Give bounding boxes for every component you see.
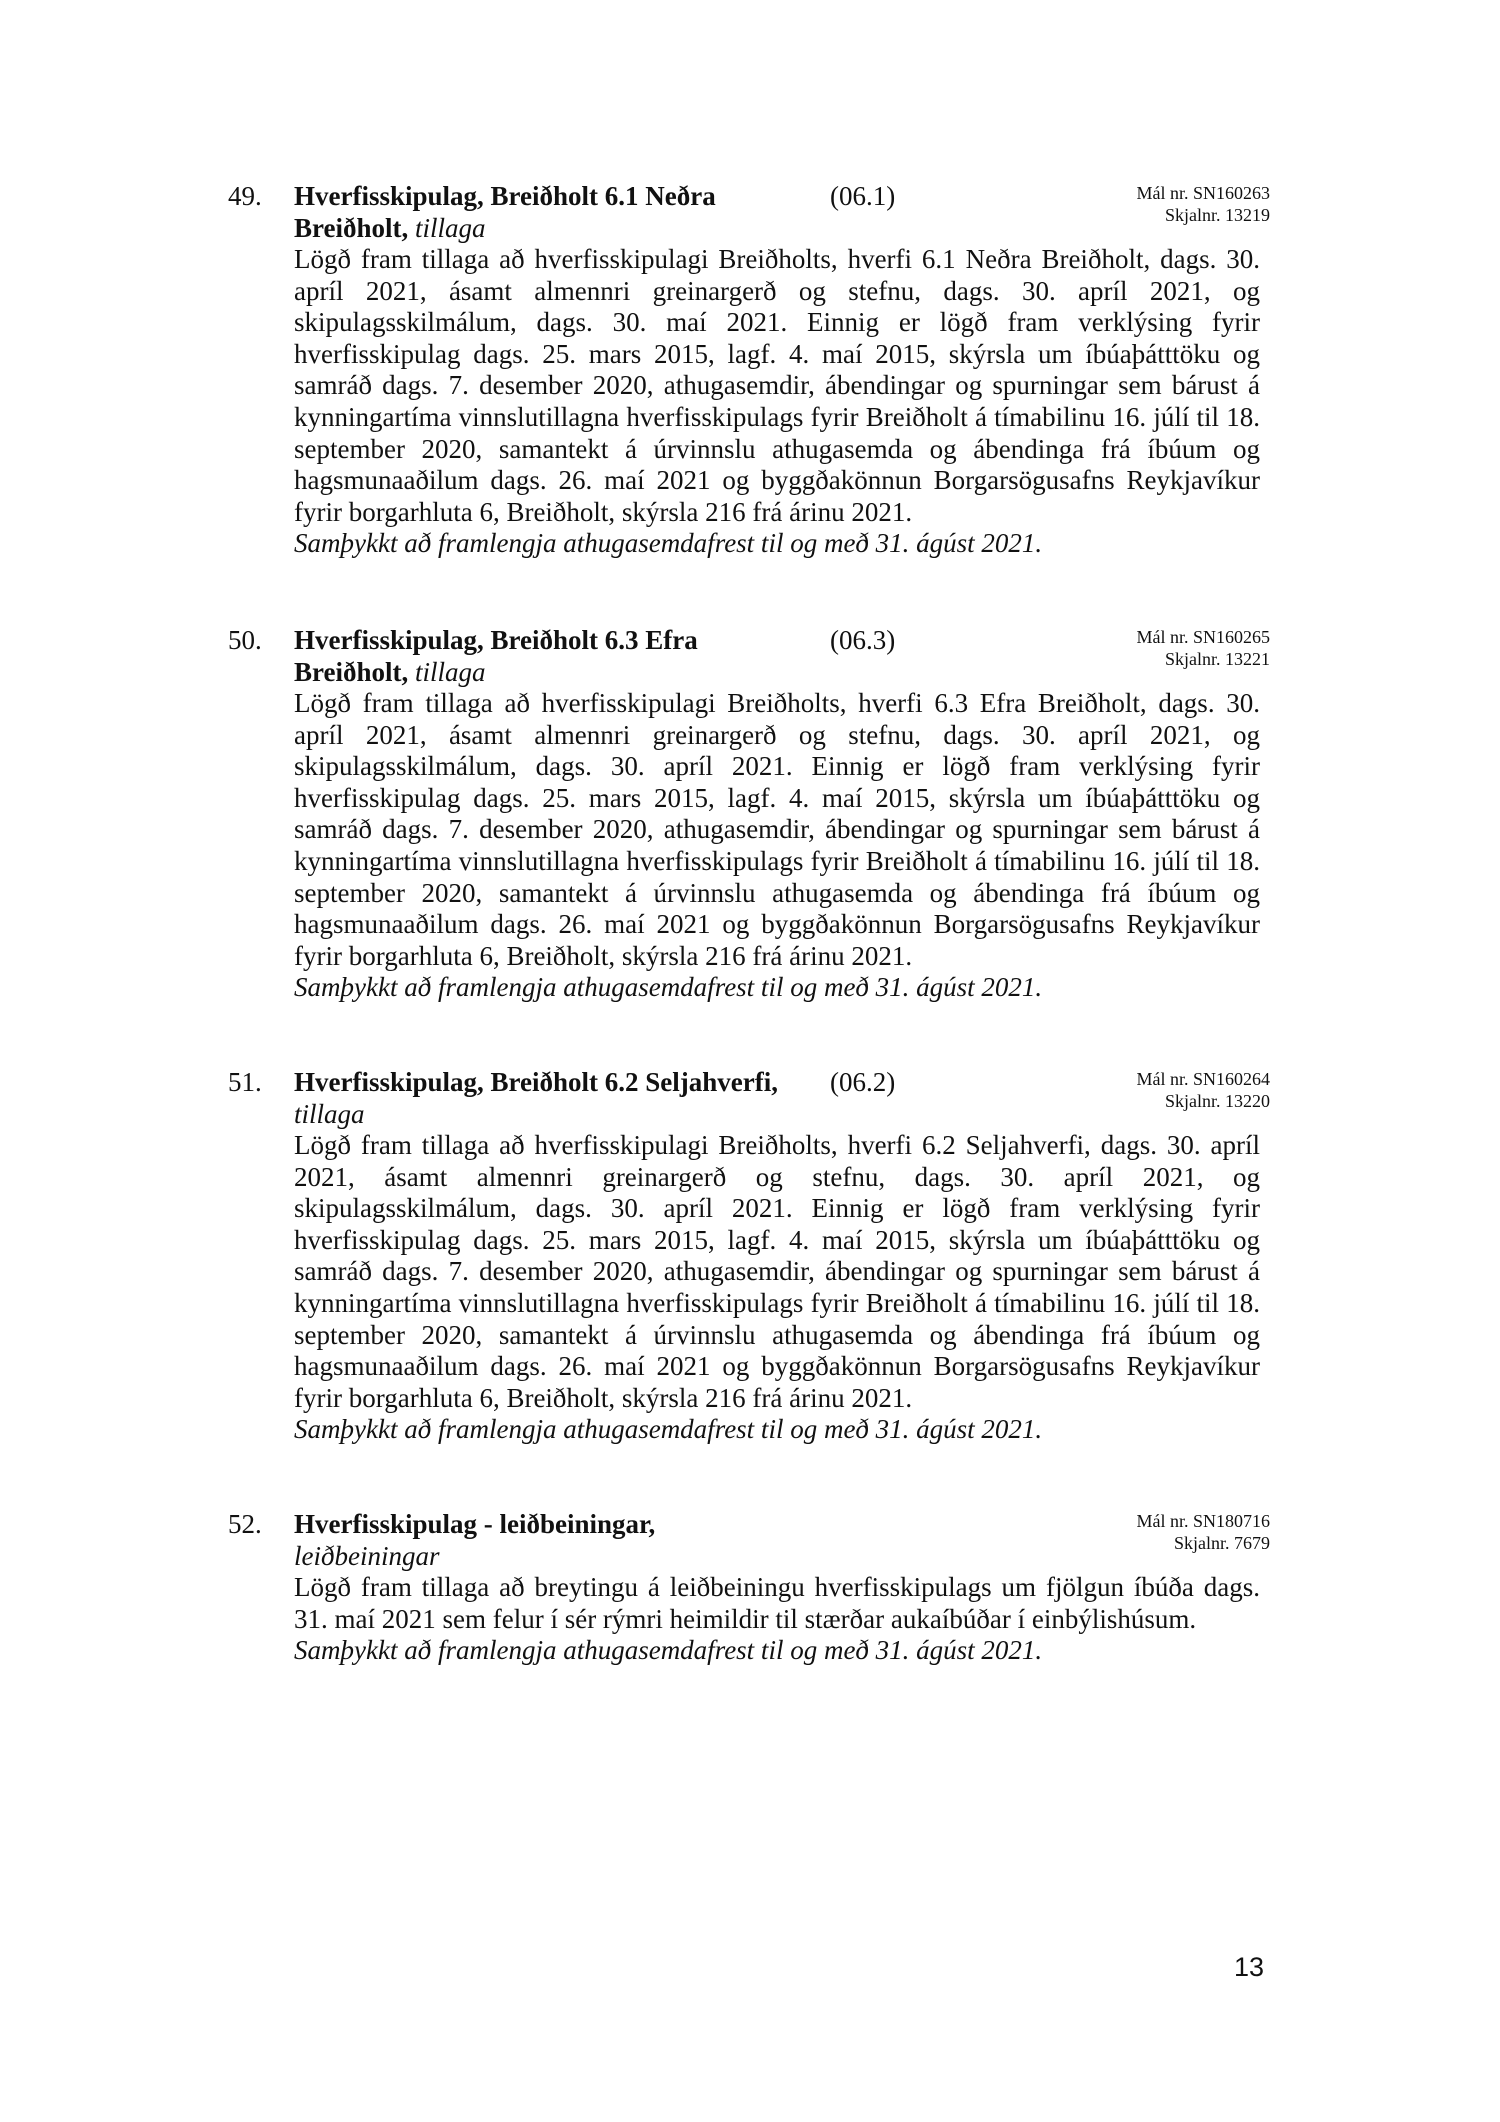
item-meta: [1136, 626, 1270, 670]
item-body-text: Lögð fram tillaga að hverfisskipulagi Breiðholts, hverfi 6.1 Neðra Breiðholt, dags. 30. apríl 2021, ásamt almennri greinargerð og stefnu, dags. 30. apríl 2021, og skipulagsskilmálum, dags. 30. maí 2021. Einnig er lögð fram verklýsing fyrir hverfisskipulag dags. 25. mars 2015, lagf. 4. maí 2015, skýrsla um íbúaþátttöku og samráð dags. 7. desember 2020, athugasemdir, ábendingar og spurningar sem bárust á kynningartíma vinnslutillagna hverfisskipulags fyrir Breiðholt á tímabilinu 16. júlí til 18. september 2020, samantekt á úrvinnslu athugasemda og ábendinga frá íbúum og hagsmunaaðilum dags. 26. maí 2021 og byggðakönnun Borgarsögusafns Reykjavíkur fyrir borgarhluta 6, Breiðholt, skýrsla 216 frá árinu 2021.: [294, 244, 1260, 527]
item-code: (06.2): [830, 1067, 896, 1097]
item-conclusion: Samþykkt að framlengja athugasemdafrest til og með 31. ágúst 2021.: [294, 972, 1043, 1003]
item-conclusion: Samþykkt að framlengja athugasemdafrest til og með 31. ágúst 2021.: [294, 1414, 1043, 1445]
item-title-bold: Hverfisskipulag, Breiðholt 6.3 Efra: [294, 625, 698, 655]
case-number: Mál nr. SN160263: [1136, 183, 1270, 203]
item-title-bold-line2: Breiðholt,: [294, 657, 409, 687]
item-number: 51.: [228, 1067, 262, 1097]
item-title-bold: Hverfisskipulag, Breiðholt 6.1 Neðra: [294, 181, 716, 211]
case-number: Mál nr. SN160264: [1136, 1069, 1270, 1089]
item-body: [294, 1130, 1260, 1446]
item-title: [294, 1508, 655, 1572]
item-title: [294, 1066, 778, 1130]
item-body: [294, 244, 1260, 560]
item-code: (06.1): [830, 181, 896, 211]
item-title-italic: tillaga: [415, 657, 486, 687]
item-body-text: Lögð fram tillaga að hverfisskipulagi Breiðholts, hverfi 6.3 Efra Breiðholt, dags. 30. apríl 2021, ásamt almennri greinargerð og stefnu, dags. 30. apríl 2021, og skipulagsskilmálum, dags. 30. apríl 2021. Einnig er lögð fram verklýsing fyrir hverfisskipulag dags. 25. mars 2015, lagf. 4. maí 2015, skýrsla um íbúaþátttöku og samráð dags. 7. desember 2020, athugasemdir, ábendingar og spurningar sem bárust á kynningartíma vinnslutillagna hverfisskipulags fyrir Breiðholt á tímabilinu 16. júlí til 18. september 2020, samantekt á úrvinnslu athugasemda og ábendinga frá íbúum og hagsmunaaðilum dags. 26. maí 2021 og byggðakönnun Borgarsögusafns Reykjavíkur fyrir borgarhluta 6, Breiðholt, skýrsla 216 frá árinu 2021.: [294, 688, 1260, 971]
item-meta: [1136, 182, 1270, 226]
item-number: 50.: [228, 625, 262, 655]
item-title-bold: Hverfisskipulag, Breiðholt 6.2 Seljahverfi,: [294, 1067, 778, 1097]
item-number: 52.: [228, 1509, 262, 1539]
item-title-italic: leiðbeiningar: [294, 1541, 440, 1571]
case-number: Mál nr. SN180716: [1136, 1511, 1270, 1531]
page-number: 13: [1233, 1952, 1264, 1982]
item-conclusion: Samþykkt að framlengja athugasemdafrest til og með 31. ágúst 2021.: [294, 1635, 1043, 1666]
item-title-bold: Hverfisskipulag - leiðbeiningar,: [294, 1509, 656, 1539]
item-title: [294, 624, 698, 688]
case-number: Mál nr. SN160265: [1136, 627, 1270, 647]
item-title: [294, 180, 716, 244]
item-number: 49.: [228, 181, 262, 211]
document-number: Skjalnr. 13221: [1164, 649, 1270, 669]
item-code: (06.3): [830, 625, 896, 655]
item-meta: [1136, 1510, 1270, 1554]
item-title-bold-line2: Breiðholt,: [294, 213, 409, 243]
item-body-text: Lögð fram tillaga að breytingu á leiðbeiningu hverfisskipulags um fjölgun íbúða dags. 31. maí 2021 sem felur í sér rýmri heimildir til stærðar aukaíbúðar í einbýlishúsum.: [294, 1572, 1260, 1634]
item-conclusion: Samþykkt að framlengja athugasemdafrest til og með 31. ágúst 2021.: [294, 528, 1043, 559]
document-number: Skjalnr. 13220: [1164, 1091, 1270, 1111]
item-meta: [1136, 1068, 1270, 1112]
item-title-italic: tillaga: [415, 213, 486, 243]
item-body: [294, 1572, 1260, 1667]
item-body-text: Lögð fram tillaga að hverfisskipulagi Breiðholts, hverfi 6.2 Seljahverfi, dags. 30. apríl 2021, ásamt almennri greinargerð og stefnu, dags. 30. apríl 2021, og skipulagsskilmálum, dags. 30. apríl 2021. Einnig er lögð fram verklýsing fyrir hverfisskipulag dags. 25. mars 2015, lagf. 4. maí 2015, skýrsla um íbúaþátttöku og samráð dags. 7. desember 2020, athugasemdir, ábendingar og spurningar sem bárust á kynningartíma vinnslutillagna hverfisskipulags fyrir Breiðholt á tímabilinu 16. júlí til 18. september 2020, samantekt á úrvinnslu athugasemda og ábendinga frá íbúum og hagsmunaaðilum dags. 26. maí 2021 og byggðakönnun Borgarsögusafns Reykjavíkur fyrir borgarhluta 6, Breiðholt, skýrsla 216 frá árinu 2021.: [294, 1130, 1260, 1413]
document-number: Skjalnr. 13219: [1164, 205, 1270, 225]
document-number: Skjalnr. 7679: [1173, 1533, 1270, 1553]
item-body: [294, 688, 1260, 1004]
item-title-italic: tillaga: [294, 1099, 365, 1129]
